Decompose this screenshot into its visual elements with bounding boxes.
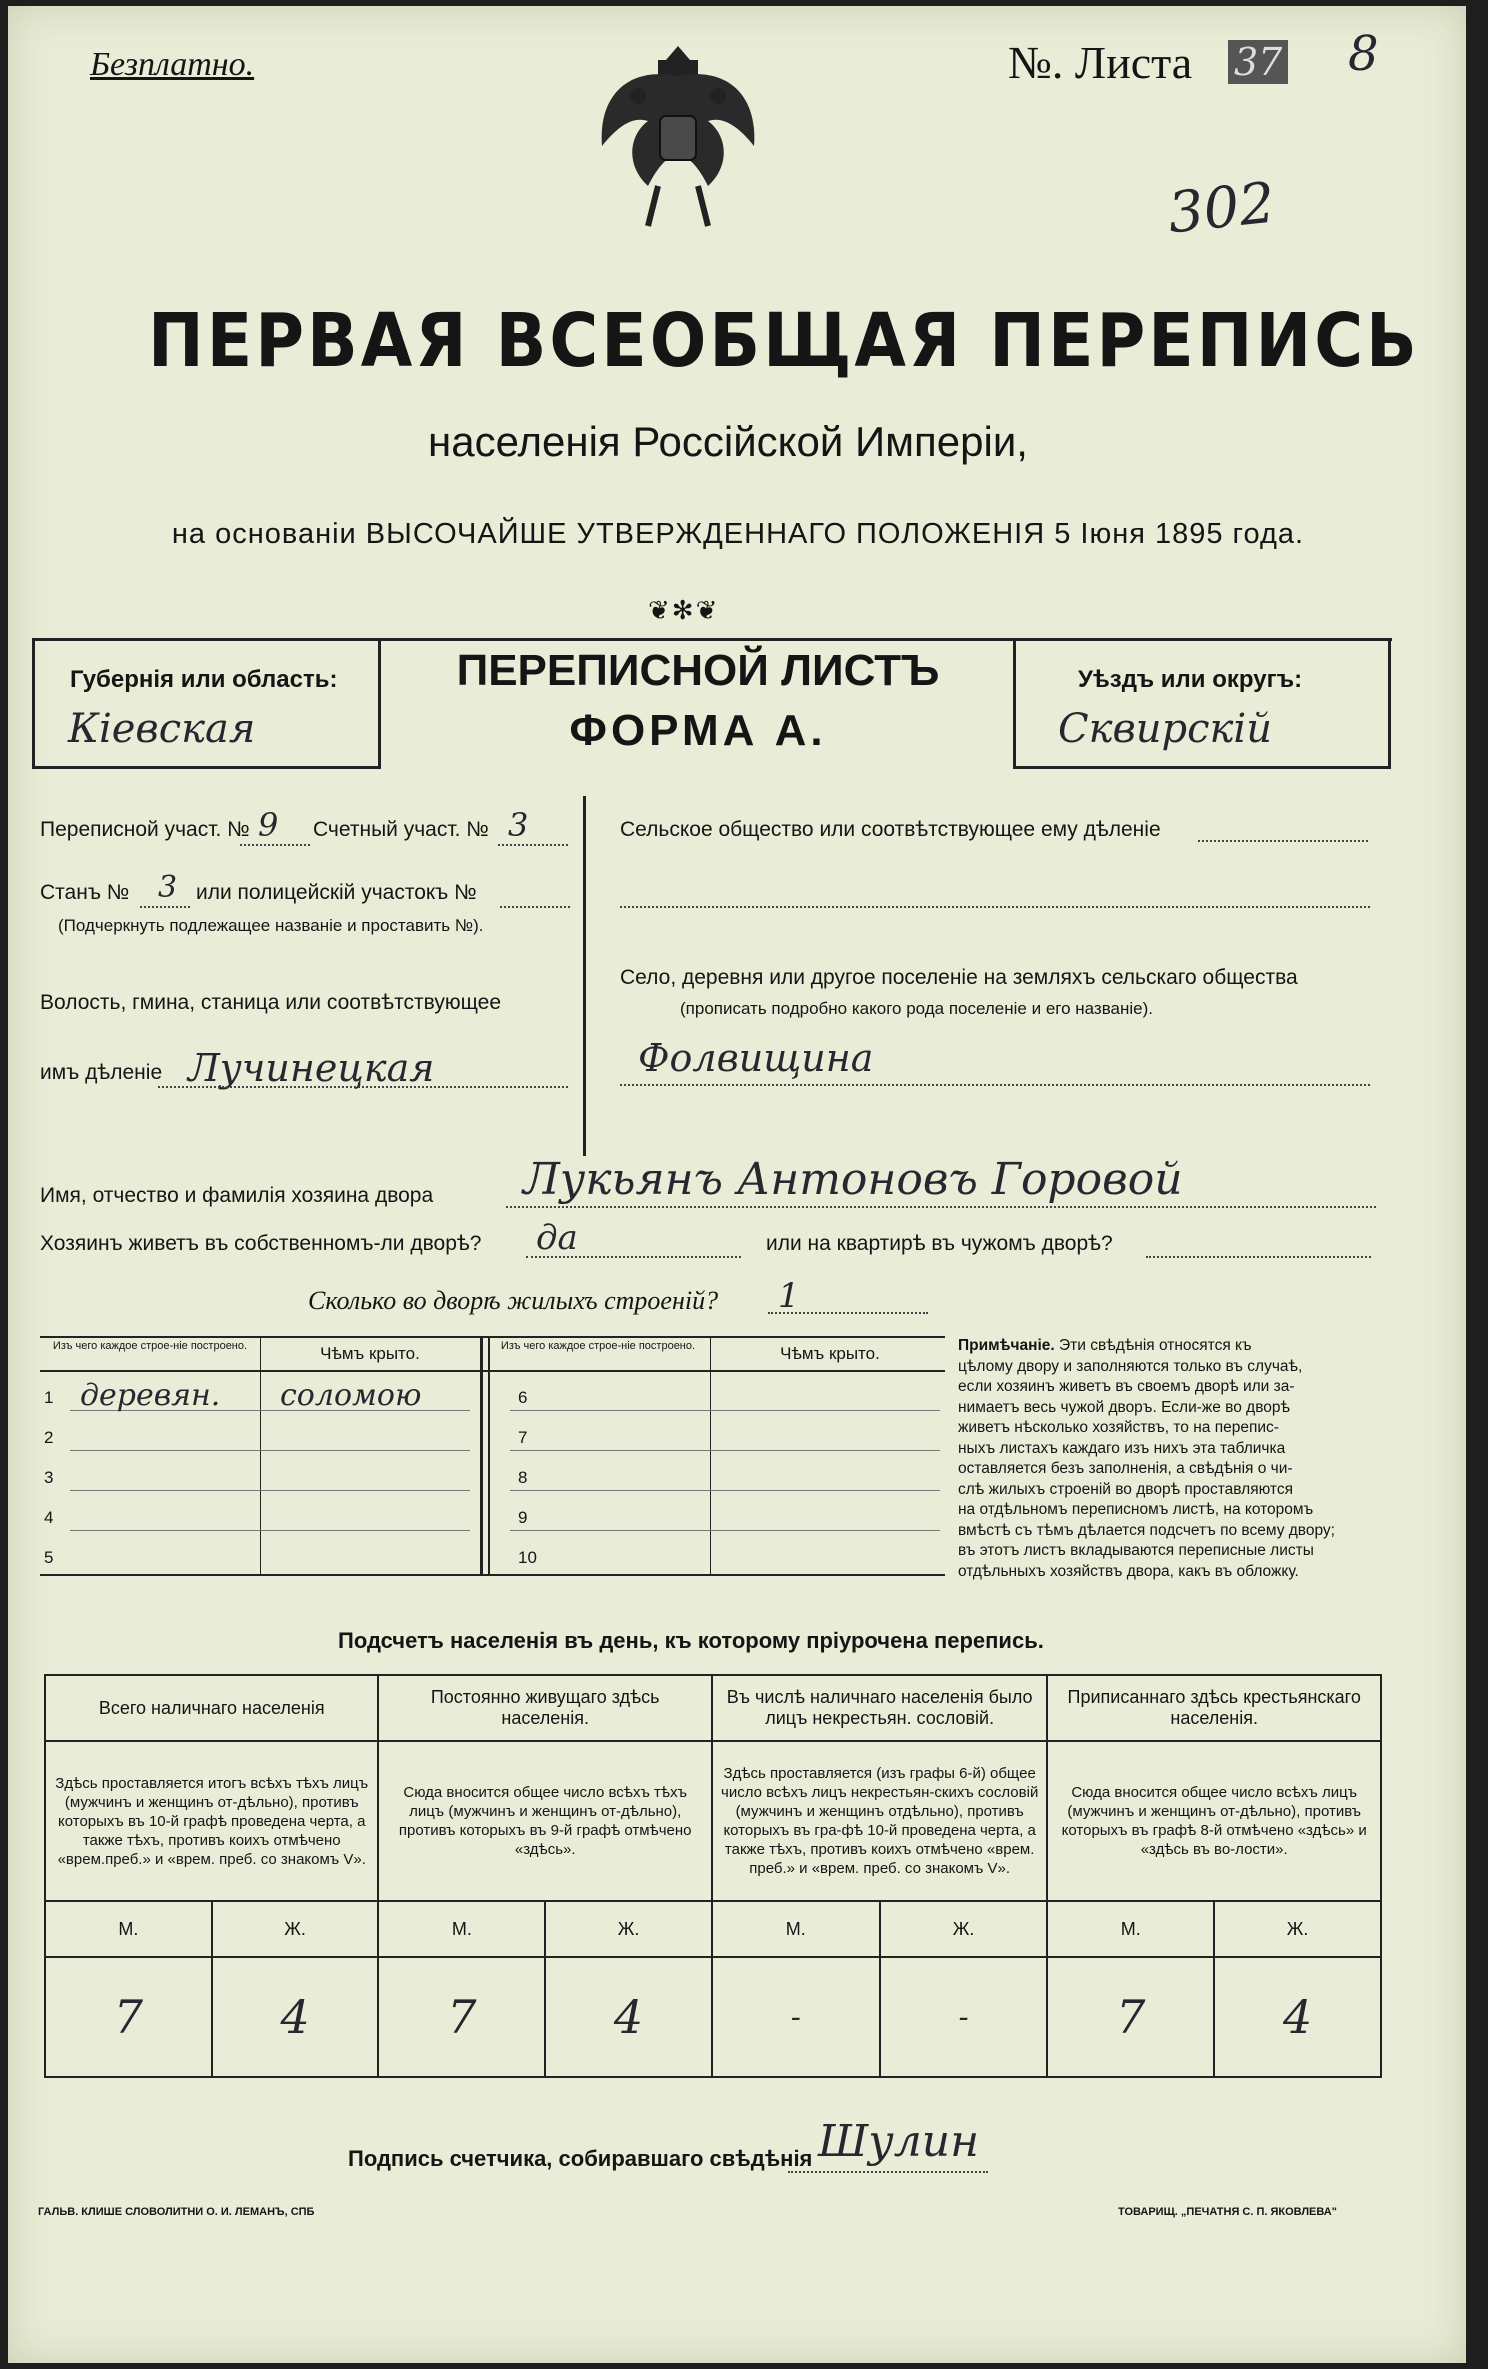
village-value: Фолвищина — [638, 1036, 874, 1080]
note-block — [958, 1336, 1378, 1582]
province-value: Кіевская — [68, 706, 256, 752]
volost-label-line2: имъ дѣленіе — [40, 1061, 163, 1084]
female-count: 4 — [1214, 1957, 1381, 2077]
district-label: Уѣздъ или округъ: — [1078, 666, 1303, 693]
col-roof-left: Чѣмъ крыто. — [320, 1344, 420, 1363]
col-description: Сюда вносится общее число всѣхъ тѣхъ лицъ (мужчинъ и женщинъ от-дѣльно), противъ которыхъ въ 9-й графѣ отмѣчено «здѣсь». — [378, 1741, 711, 1901]
form-subtitle: ФОРМА А. — [569, 706, 827, 755]
col-header: Всего наличнаго населенія — [45, 1675, 378, 1741]
double-headed-eagle-icon — [588, 36, 768, 236]
ornament: ❦✻❦ — [648, 596, 720, 625]
camp-value: 3 — [158, 870, 178, 905]
volost-label-line1: Волость, гмина, станица или соотвѣтствующее — [40, 991, 501, 1014]
col-material-left: Изъ чего каждое строе-ніе построено. — [52, 1340, 248, 1352]
male-label: М. — [45, 1901, 212, 1957]
note-line: Эти свѣдѣнія относятся къ — [1059, 1337, 1252, 1354]
row-num: 4 — [44, 1508, 54, 1527]
male-count: 7 — [1047, 1957, 1214, 2077]
female-label: Ж. — [880, 1901, 1048, 1957]
row-roof: соломою — [280, 1378, 422, 1413]
col-description: Здѣсь проставляется итогъ всѣхъ тѣхъ лицъ (мужчинъ и женщинъ от-дѣльно), противъ которыхъ въ 10-й графѣ проведена черта, а также тѣхъ, противъ коихъ отмѣчено «врем.преб.» и «врем. преб. со знакомъ V». — [45, 1741, 378, 1901]
owner-lives-label: Хозяинъ живетъ въ собственномъ-ли дворѣ? — [40, 1232, 482, 1255]
note-line: оставляется безъ заполненія, а свѣдѣнія о чи- — [958, 1460, 1293, 1477]
district-value: Сквирскій — [1058, 706, 1272, 752]
row-num: 6 — [518, 1388, 528, 1407]
subtitle: населенія Россійской Имперіи, — [428, 418, 1028, 465]
police-label: или полицейскій участокъ № — [196, 881, 477, 904]
footer-left: ГАЛЬВ. КЛИШЕ СЛОВОЛИТНИ О. И. ЛЕМАНЪ, СПБ — [38, 2206, 315, 2218]
owner-name-label: Имя, отчество и фамилія хозяина двора — [40, 1184, 434, 1207]
male-label: М. — [378, 1901, 545, 1957]
female-count: 4 — [212, 1957, 379, 2077]
female-label: Ж. — [545, 1901, 712, 1957]
male-count: 7 — [45, 1957, 212, 2077]
count-title: Подсчетъ населенія въ день, къ которому пріурочена перепись. — [338, 1628, 1044, 1653]
male-count: - — [712, 1957, 880, 2077]
form-title: ПЕРЕПИСНОЙ ЛИСТЪ — [456, 646, 940, 695]
col-header: Постоянно живущаго здѣсь населенія. — [378, 1675, 711, 1741]
province-label: Губернія или область: — [70, 666, 338, 693]
census-form-sheet — [8, 6, 1466, 2363]
camp-label: Станъ № — [40, 881, 130, 904]
note-heading: Примѣчаніе. — [958, 1337, 1055, 1354]
female-label: Ж. — [1214, 1901, 1381, 1957]
sheet-number-label: №. Листа — [1008, 37, 1193, 88]
note-line: на отдѣльномъ переписномъ листѣ, на которомъ — [958, 1501, 1314, 1518]
note-line: живетъ нѣсколько хозяйствъ, то на перепис- — [958, 1419, 1279, 1436]
volost-value: Лучинецкая — [188, 1046, 435, 1090]
row-num: 1 — [44, 1388, 54, 1407]
signature-label: Подпись счетчика, собиравшаго свѣдѣнія — [348, 2146, 813, 2171]
female-count: 4 — [545, 1957, 712, 2077]
corner-mark: 8 — [1348, 26, 1379, 82]
society-label: Сельское общество или соотвѣтствующее ему дѣленіе — [620, 818, 1161, 841]
count-section-label: Счетный участ. № — [313, 818, 489, 841]
row-num: 7 — [518, 1428, 528, 1447]
row-num: 10 — [518, 1548, 537, 1567]
owner-or-label: или на квартирѣ въ чужомъ дворѣ? — [766, 1232, 1113, 1255]
owner-lives-value: да — [536, 1218, 578, 1258]
buildings-count-value: 1 — [778, 1276, 800, 1316]
female-count: - — [880, 1957, 1048, 2077]
underline-note: (Подчеркнуть подлежащее названіе и проставить №). — [58, 916, 484, 935]
note-line: вмѣстѣ съ тѣмъ дѣлается подсчетъ по всему двору; — [958, 1521, 1335, 1539]
sheet-number-value: 37 — [1228, 40, 1288, 84]
owner-name-value: Лукьянъ Антоновъ Горовой — [523, 1154, 1183, 1205]
male-label: М. — [1047, 1901, 1214, 1957]
col-material-right: Изъ чего каждое строе-ніе построено. — [500, 1340, 696, 1352]
row-num: 9 — [518, 1508, 528, 1527]
col-roof-right: Чѣмъ крыто. — [780, 1344, 880, 1363]
buildings-count-label: Сколько во дворѣ жилыхъ строеній? — [308, 1286, 719, 1315]
note-line: слѣ жилыхъ строеній во дворѣ проставляются — [958, 1480, 1293, 1498]
footer-right: ТОВАРИЩ. „ПЕЧАТНЯ С. П. ЯКОВЛЕВА" — [1118, 2206, 1337, 2218]
row-num: 3 — [44, 1468, 54, 1487]
male-count: 7 — [378, 1957, 545, 2077]
note-line: если хозяинъ живетъ въ своемъ дворѣ или за- — [958, 1378, 1295, 1395]
row-num: 8 — [518, 1468, 528, 1487]
note-line: въ этотъ листъ вкладываются переписные листы — [958, 1542, 1314, 1559]
col-header: Въ числѣ наличнаго населенія было лицъ некрестьян. сословій. — [712, 1675, 1047, 1741]
female-label: Ж. — [212, 1901, 379, 1957]
male-label: М. — [712, 1901, 880, 1957]
main-title: ПЕРВАЯ ВСЕОБЩАЯ ПЕРЕПИСЬ — [148, 298, 1420, 384]
village-note: (прописать подробно какого рода поселеніе и его названіе). — [680, 999, 1154, 1018]
basis-line: на основаніи ВЫСОЧАЙШЕ УТВЕРЖДЕННАГО ПОЛОЖЕНІЯ 5 Іюня 1895 года. — [171, 518, 1305, 550]
col-header: Приписаннаго здѣсь крестьянскаго населенія. — [1047, 1675, 1381, 1741]
note-line: нимаетъ весь чужой дворъ. Если-же во дворѣ — [958, 1398, 1291, 1416]
note-line: отдѣльныхъ хозяйствъ двора, какъ въ обложку. — [958, 1562, 1299, 1580]
census-section-value: 9 — [258, 806, 279, 844]
row-material: деревян. — [80, 1378, 221, 1413]
note-line: ныхъ листахъ каждаго изъ нихъ эта табличка — [958, 1439, 1286, 1457]
free-label: Безплатно. — [90, 46, 255, 83]
count-section-value: 3 — [508, 806, 529, 844]
note-line: цѣлому двору и заполняются только въ случаѣ, — [958, 1357, 1303, 1375]
col-description: Здѣсь проставляется (изъ графы 6-й) общее число всѣхъ лицъ некрестьян-скихъ сословій (мужчинъ и женщинъ отдѣльно), противъ которыхъ въ гра-фѣ 10-й проведена черта, а также тѣхъ, противъ коихъ отмѣчено «врем. преб.» и «врем. преб. со знакомъ V». — [712, 1741, 1047, 1901]
col-description: Сюда вносится общее число всѣхъ лицъ (мужчинъ и женщинъ от-дѣльно), противъ которыхъ въ графѣ 8-й отмѣчено «здѣсь» и «здѣсь въ во-лости». — [1047, 1741, 1381, 1901]
signature-value: Шулин — [818, 2116, 980, 2167]
population-count-table — [44, 1674, 1382, 2078]
row-num: 2 — [44, 1428, 54, 1447]
census-section-label: Переписной участ. № — [40, 818, 250, 841]
buildings-table — [40, 1336, 945, 1576]
stamp-number: 302 — [1164, 170, 1278, 247]
village-label: Село, деревня или другое поселеніе на земляхъ сельскаго общества — [620, 966, 1298, 989]
row-num: 5 — [44, 1548, 54, 1567]
